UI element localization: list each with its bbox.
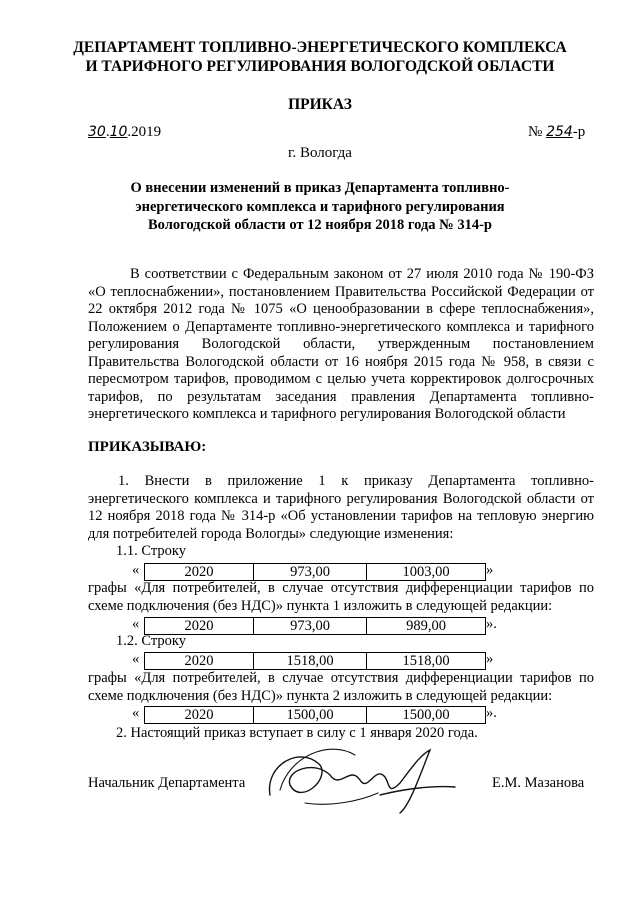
date-day: 30 <box>88 124 106 140</box>
cell-value-1: 1518,00 <box>254 653 367 669</box>
quote-close: » <box>486 562 494 578</box>
table-row <box>144 706 486 724</box>
item-1: 1. Внести в приложение 1 к приказу Департамента топливно-энергетического комплекса и тарифного регулирования Вологодской области от 12 ноября 2018 года № 314-р «Об установлении тарифов на тепловую энергию для потребителей города Вологды» следующие изменения: <box>88 473 594 542</box>
date-month: 10 <box>109 124 128 140</box>
cell-value-2: 989,00 <box>406 618 446 634</box>
sub-1-grafa: графы «Для потребителей, в случае отсутствия дифференциации тарифов по схеме подключения (без НДС)» пункта 1 изложить в следующей редакции: <box>88 580 594 614</box>
quote-open: « <box>132 562 140 578</box>
order-subject: О внесении изменений в приказ Департамента топливно-энергетического комплекса и тарифного регулирования Вологодской области от 12 ноября 2018 года № 314-р <box>130 180 510 233</box>
signatory-name: Е.М. Мазанова <box>492 775 585 791</box>
sub-2-label: 1.2. Строку <box>116 633 186 649</box>
quote-close: » <box>486 651 494 667</box>
cell-value-1: 973,00 <box>254 618 367 634</box>
quote-open: « <box>132 616 140 632</box>
handwritten-signature <box>260 735 470 815</box>
preamble: В соответствии с Федеральным законом от 27 июля 2010 года № 190-ФЗ «О теплоснабжении», постановлением Правительства Российской Федерации от 22 октября 2012 года № 1075 «О ценообразовании в сфере теплоснабжения», Положением о Департаменте топливно-энергетического комплекса и тарифного регулирования Вологодской области, утвержденным постановлением Правительства Вологодской области от 16 ноября 2015 года № 958, в связи с пересмотром тарифов, проводимом с целью учета корректировок долгосрочных тарифов, по результатам заседания правления Департамента топливно-энергетического комплекса и тарифного регулирования Вологодской области <box>88 266 594 422</box>
order-word: ПРИКАЗЫВАЮ: <box>88 439 207 455</box>
department-line-1: ДЕПАРТАМЕНТ ТОПЛИВНО-ЭНЕРГЕТИЧЕСКОГО КОМПЛЕКСА <box>73 39 567 56</box>
number-suffix: -р <box>572 124 586 140</box>
cell-value-2: 1003,00 <box>402 564 450 580</box>
department-header <box>0 38 640 76</box>
quote-open: « <box>132 651 140 667</box>
number-prefix: № <box>528 124 543 140</box>
cell-value-1: 1500,00 <box>254 707 367 723</box>
sub-1-label: 1.1. Строку <box>116 543 186 559</box>
document-type: ПРИКАЗ <box>288 96 352 113</box>
table-row <box>144 617 486 635</box>
item-2: 2. Настоящий приказ вступает в силу с 1 января 2020 года. <box>116 725 478 741</box>
cell-value-1: 973,00 <box>254 564 367 580</box>
quote-close-dot: ». <box>486 705 497 721</box>
cell-year: 2020 <box>145 707 254 723</box>
order-date: 30.10.2019 <box>88 124 162 140</box>
cell-year: 2020 <box>145 618 254 634</box>
city: г. Вологда <box>288 145 352 161</box>
cell-year: 2020 <box>145 653 254 669</box>
quote-open: « <box>132 705 140 721</box>
table-row <box>144 563 486 581</box>
department-line-2: И ТАРИФНОГО РЕГУЛИРОВАНИЯ ВОЛОГОДСКОЙ ОБЛАСТИ <box>85 58 555 75</box>
date-year: .2019 <box>127 124 162 140</box>
sub-2-grafa: графы «Для потребителей, в случае отсутствия дифференциации тарифов по схеме подключения (без НДС)» пункта 2 изложить в следующей редакции: <box>88 670 594 704</box>
order-number <box>528 124 585 141</box>
table-row <box>144 652 486 670</box>
cell-value-2: 1500,00 <box>402 707 450 723</box>
cell-year: 2020 <box>145 564 254 580</box>
number-value: 254 <box>546 124 573 140</box>
quote-close-dot: ». <box>486 616 497 632</box>
signatory-title: Начальник Департамента <box>88 775 246 791</box>
cell-value-2: 1518,00 <box>402 653 450 669</box>
